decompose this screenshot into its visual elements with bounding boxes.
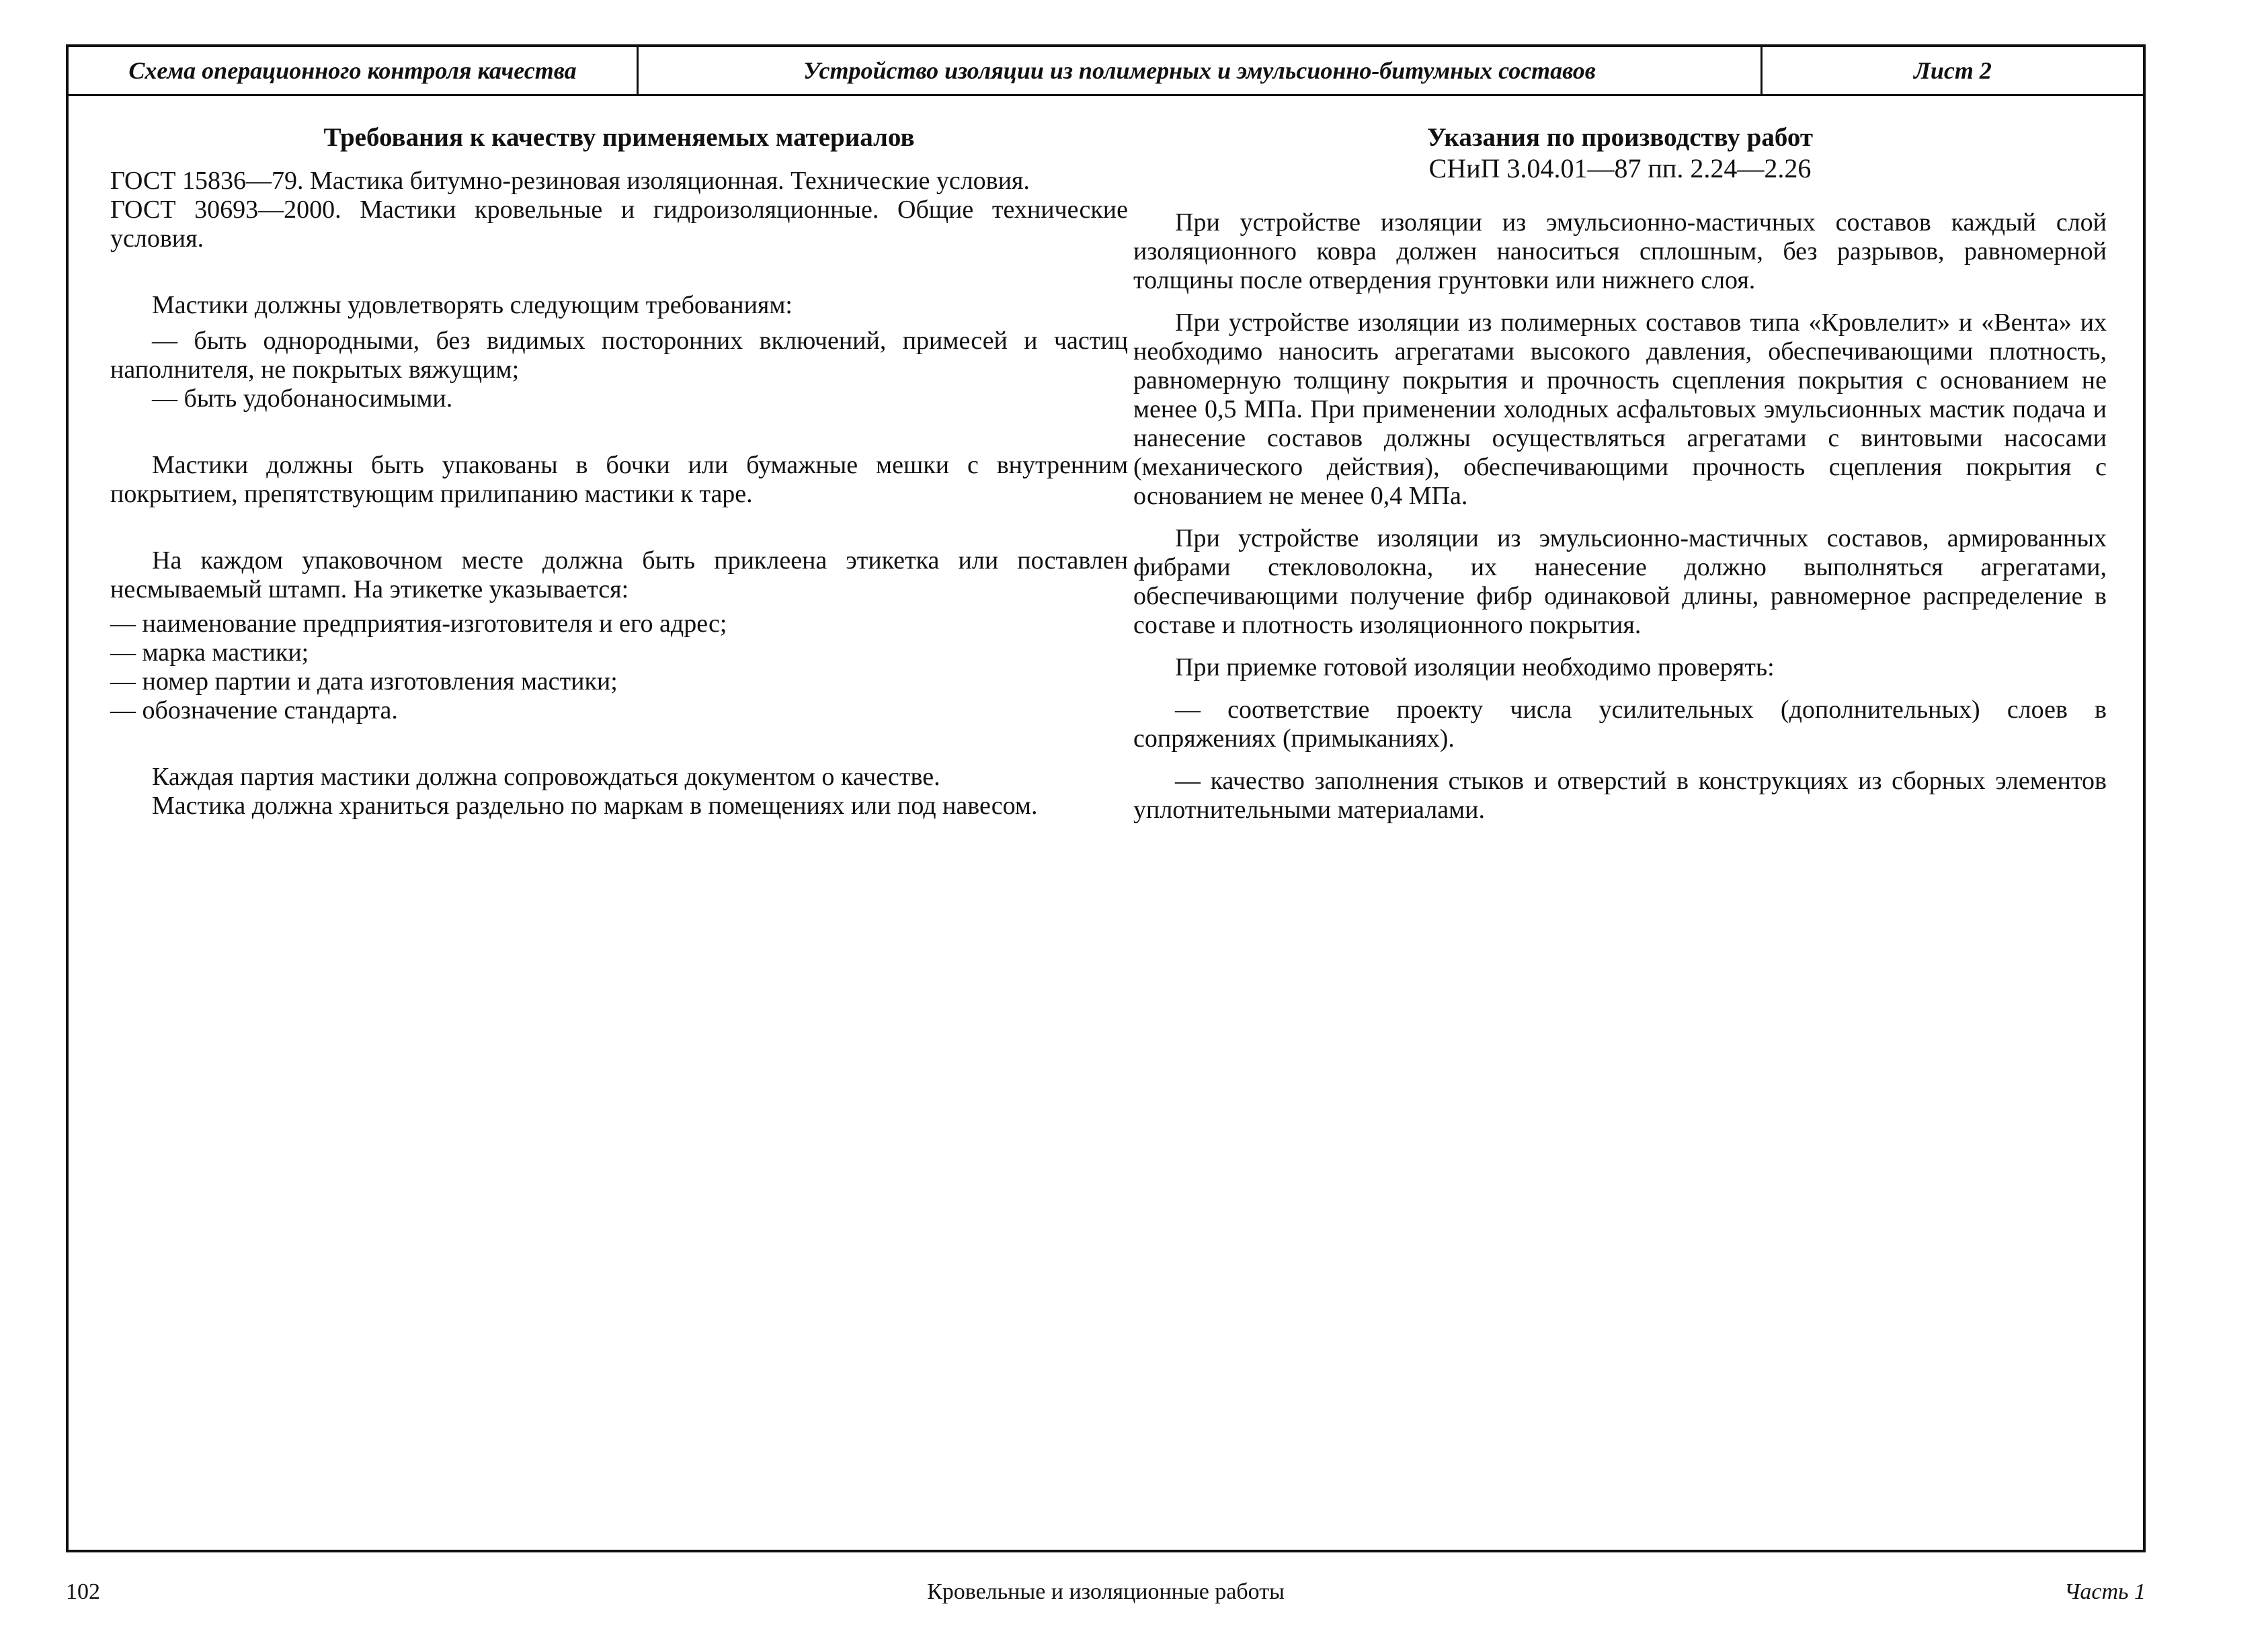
header-work-title: Устройство изоляции из полимерных и эмульсионно-битумных составов [639,47,1763,94]
work-instructions-column [1133,122,2107,825]
instruction-paragraph-3: При устройстве изоляции из эмульсионно-мастичных составов, армированных фибрами стекловолокна, их нанесение должно выполняться агрегатами, обеспечивающими получение фибр одинаковой длины, равномерное распределение в составе и плотность изоляционного покрытия. [1133,524,2107,639]
document-frame [66,44,2146,1552]
gost-1: ГОСТ 15836—79. Мастика битумно-резиновая изоляционная. Технические условия. [110,167,1030,195]
header-sheet-number: Лист 2 [1914,57,1992,84]
label-intro: На каждом упаковочном месте должна быть приклеена этикетка или поставлен несмываемый штамп. На этикетке указывается: [110,546,1128,603]
instructions-subheading: СНиП 3.04.01—87 пп. 2.24—2.26 [1428,153,1812,183]
instruction-check-item-2: — качество заполнения стыков и отверстий в конструкциях из сборных элементов уплотнительными материалами. [1133,767,2107,824]
quality-document-paragraph: Каждая партия мастики должна сопровождаться документом о качестве. [152,763,940,791]
materials-requirements-column [110,122,1128,821]
header-table [69,47,2143,96]
label-item-1: — наименование предприятия-изготовителя и его адрес; [110,610,727,638]
footer-part: Часть 1 [2064,1579,2146,1604]
label-item-4: — обозначение стандарта. [110,696,398,724]
label-item-2: — марка мастики; [110,638,309,667]
page-footer [66,1579,2146,1614]
page-number: 102 [66,1579,100,1604]
materials-heading: Требования к качеству применяемых материалов [323,123,915,152]
gost-2: ГОСТ 30693—2000. Мастики кровельные и гидроизоляционные. Общие технические условия. [110,196,1128,253]
packing-paragraph: Мастики должны быть упакованы в бочки или бумажные мешки с внутренним покрытием, препятствующим прилипанию мастики к таре. [110,451,1128,508]
requirement-item-1: — быть однородными, без видимых посторонних включений, примесей и частиц наполнителя, не покрытых вяжущим; [110,327,1128,384]
instruction-paragraph-4: При приемке готовой изоляции необходимо проверять: [1175,653,1775,681]
instruction-check-item-1: — соответствие проекту числа усилительных (дополнительных) слоев в сопряжениях (примыканиях). [1133,696,2107,753]
instruction-paragraph-2: При устройстве изоляции из полимерных составов типа «Кровлелит» и «Вента» их необходимо наносить агрегатами высокого давления, обеспечивающими плотность, равномерную толщину покрытия и прочность сцепления покрытия с основанием не менее 0,5 МПа. При применении холодных асфальтовых эмульсионных мастик подача и нанесение составов должны осуществляться агрегатами с винтовыми насосами (механического действия), обеспечивающими прочность сцепления покрытия с основанием не менее 0,4 МПа. [1133,308,2107,510]
instruction-paragraph-1: При устройстве изоляции из эмульсионно-мастичных составов каждый слой изоляционного ковра должен наноситься сплошным, без разрывов, равномерной толщины после отвердения грунтовки или нижнего слоя. [1133,208,2107,294]
requirement-item-2: — быть удобонаносимыми. [152,384,453,413]
footer-title: Кровельные и изоляционные работы [927,1579,1285,1604]
label-item-3: — номер партии и дата изготовления мастики; [110,667,618,696]
header-scheme-title: Схема операционного контроля качества [69,47,639,94]
storage-paragraph: Мастика должна храниться раздельно по маркам в помещениях или под навесом. [152,792,1038,820]
instructions-heading: Указания по производству работ [1427,123,1813,152]
requirements-intro: Мастики должны удовлетворять следующим требованиям: [152,291,793,319]
